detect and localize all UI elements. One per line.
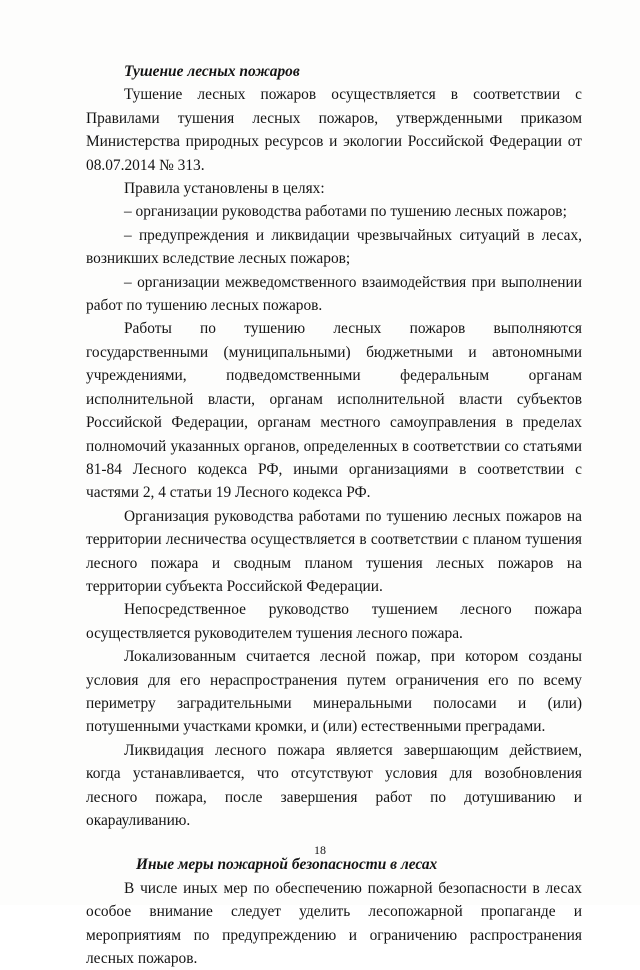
paragraph: Правила установлены в целях: <box>124 180 325 198</box>
paragraph: Организация руководства работами по тушению лесных пожаров на территории лесничества осуществляется в соответствии с планом тушения лесного пожара и сводным планом тушения лесных пожаров на территории субъекта Российской Федерации. <box>86 507 582 595</box>
section-heading-fire-suppression: Тушение лесных пожаров <box>124 63 300 80</box>
list-item: – предупреждения и ликвидации чрезвычайных ситуаций в лесах, возникших вследствие лесных пожаров; <box>86 226 582 268</box>
paragraph: Локализованным считается лесной пожар, при котором созданы условия для его нераспространения путем ограничения его по всему периметру заградительными минеральными полосами и (или) потушенными участками кромки, и (или) естественными преградами. <box>86 648 582 736</box>
list-item: – организации руководства работами по тушению лесных пожаров; <box>124 203 567 221</box>
paragraph: Ликвидация лесного пожара является завершающим действием, когда устанавливается, что отсутствуют условия для возобновления лесного пожара, после завершения работ по дотушиванию и окарауливанию. <box>86 741 582 829</box>
page-number: 18 <box>314 843 326 857</box>
paragraph: Тушение лесных пожаров осуществляется в соответствии с Правилами тушения лесных пожаров, утвержденными приказом Министерства природных ресурсов и экологии Российской Федерации от 08.07.2014 № 313. <box>86 86 582 174</box>
section-heading-other-fire-safety-measures: Иные меры пожарной безопасности в лесах <box>136 856 438 874</box>
paragraph: Работы по тушению лесных пожаров выполняются государственными (муниципальными) бюджетными и автономными учреждениями, подведомственными федеральным органам исполнительной власти, органам исполнительной власти субъектов Российской Федерации, органам местного самоуправления в пределах полномочий указанных органов, определенных в соответствии со статьями 81-84 Лесного кодекса РФ, иными организациями в соответствии с частями 2, 4 статьи 19 Лесного кодекса РФ. <box>86 320 582 502</box>
paragraph: Непосредственное руководство тушением лесного пожара осуществляется руководителем тушения лесного пожара. <box>86 601 582 642</box>
paragraph: В числе иных мер по обеспечению пожарной безопасности в лесах особое внимание следует уделить лесопожарной пропаганде и мероприятиям по предупреждению и ограничению распространения лесных пожаров. <box>86 879 582 968</box>
list-item: – организации межведомственного взаимодействия при выполнении работ по тушению лесных пожаров. <box>86 273 582 315</box>
document-body <box>86 60 582 970</box>
